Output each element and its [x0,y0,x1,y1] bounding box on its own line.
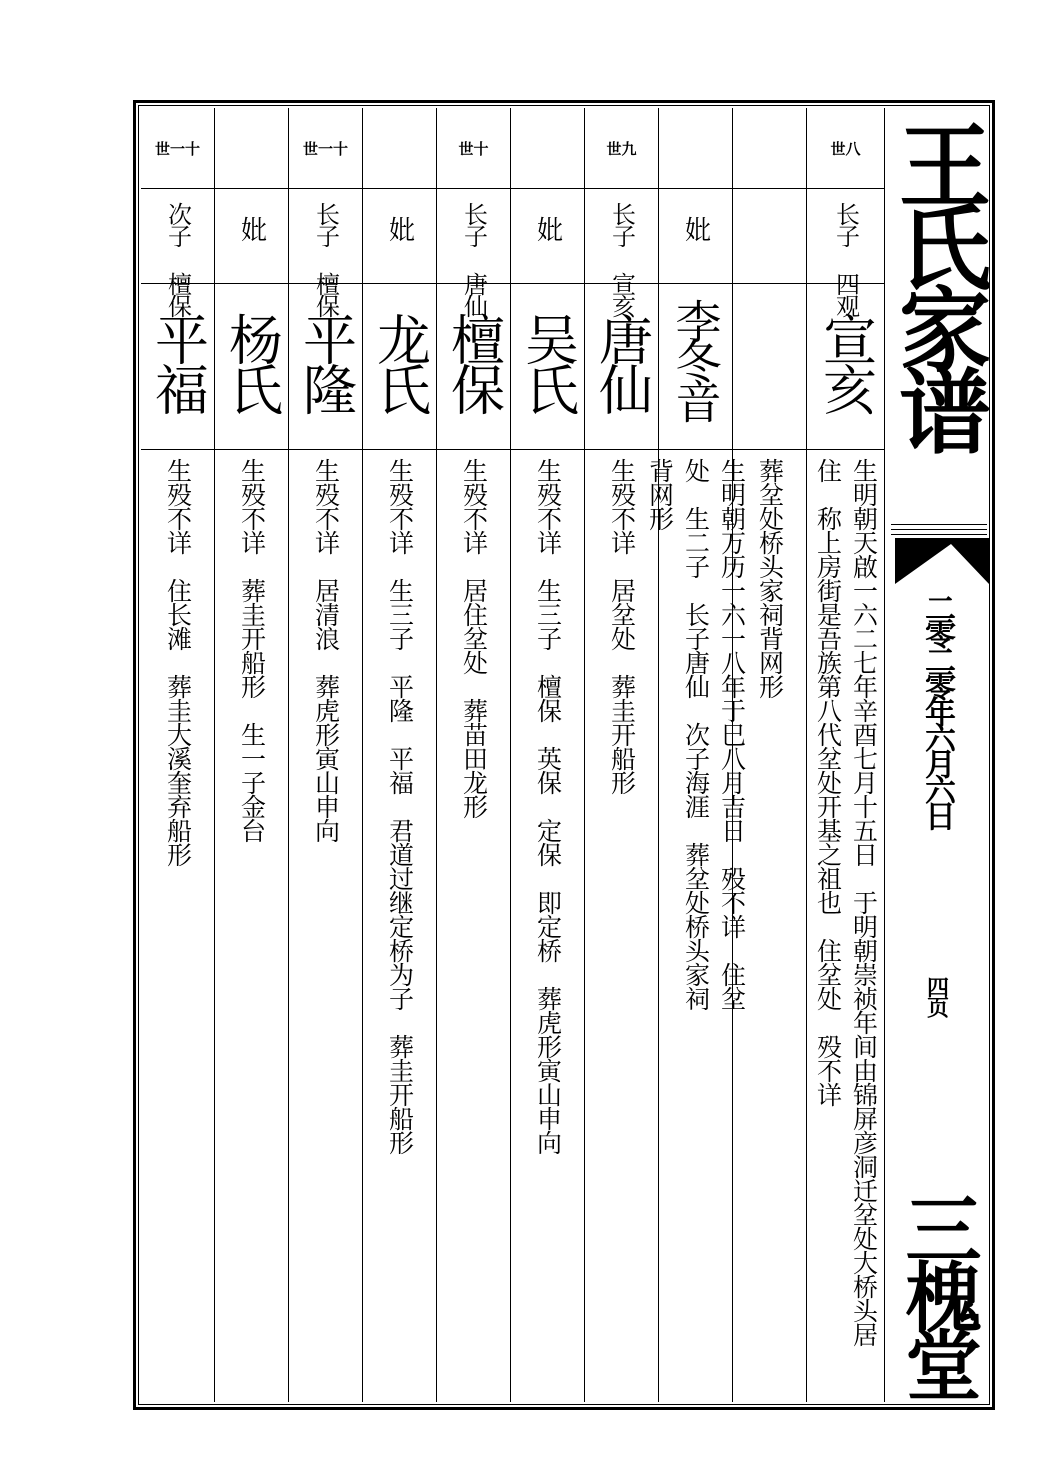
detail-text: 生殁不详 生三子 檀保 英保 定保 即定桥 葬虎形寅山申向 [533,458,563,1154]
detail-text: 生殁不详 生三子 平隆 平福 君道过继定桥为子 葬圭开船形 [385,458,415,1154]
relation-cell [289,188,362,316]
relation-cell [659,188,732,284]
relation-text: 妣 [236,216,267,240]
person-name: 唐仙 [590,312,654,412]
page-block [885,976,989,1016]
detail-cell [437,450,510,1402]
generation-cell [215,108,288,189]
title-rule-bottom [891,534,987,535]
generation-cell [363,108,436,189]
person-name: 平福 [146,312,210,412]
relation-text: 妣 [384,216,415,240]
column-yangshi [215,108,289,1402]
generation-cell [733,108,806,189]
relation-cell [437,188,510,316]
relation-cell [363,188,436,284]
column-pinglong [289,108,363,1402]
detail-cell [645,450,747,1402]
relation-text: 长子 宣亥 [607,202,636,316]
person-name: 李冬音 [668,298,723,418]
detail-cell [807,450,884,1402]
generation-cell: 世八 [807,108,884,189]
relation-cell [215,188,288,284]
generation-cell [659,108,732,189]
hall-name: 三槐堂 [893,1190,982,1394]
relation-text: 妣 [680,216,711,240]
detail-text: 生明朝天啟一六二七年辛酉七月十五日 于明朝崇祯年间由锦屏彦洞迁坌处大桥头居住 称上房街是吾族第八代坌处开基之祖也 住坌处 殁不详 [813,458,879,1346]
relation-text: 次子 檀保 [163,202,192,316]
hall-block [885,1190,989,1394]
relation-text: 妣 [532,216,563,240]
date-block [885,592,989,826]
compile-date: 二零二零年六月六日 [919,592,955,826]
relation-text: 长子 四观 [831,202,860,316]
generation-cell: 世九 [585,108,658,189]
detail-cell [289,450,362,1402]
detail-text: 生殁不详 住长滩 葬圭大溪奎弃船形 [163,458,193,866]
title-band [885,108,989,1402]
relation-cell [141,188,214,316]
detail-text: 生殁不详 葬圭开船形 生一子金台 [237,458,267,842]
detail-cell [363,450,436,1402]
column-wushi [511,108,585,1402]
name-cell [511,284,584,450]
name-cell [141,284,214,450]
name-cell [659,284,732,450]
genealogy-table [141,108,885,1402]
detail-cell [141,450,214,1402]
chevron-ornament-icon [895,538,989,584]
generation-cell: 世十 [437,108,510,189]
detail-text: 葬坌处桥头家祠背网形 [755,458,785,698]
generation-cell: 世一十 [141,108,214,189]
column-xuanhai [807,108,885,1402]
relation-text: 长子 檀保 [311,202,340,316]
relation-cell [807,188,884,316]
name-cell [363,284,436,450]
person-name: 檀保 [442,312,506,412]
name-cell [807,284,884,450]
generation-cell [511,108,584,189]
column-blank-notes [733,108,807,1402]
title-rule-middle [891,529,987,530]
page-number: 四页 [923,976,950,1016]
detail-text: 生殁不详 居坌处 葬圭开船形 [607,458,637,794]
detail-text: 生殁不详 居住坌处 葬苗田龙形 [459,458,489,818]
relation-text: 长子 唐仙 [459,202,488,316]
column-lidongyin [645,108,747,1402]
document-title: 王氏家谱 [884,118,991,446]
detail-cell [733,450,806,1402]
relation-cell [585,188,658,316]
title-block [885,118,989,446]
column-longshi [363,108,437,1402]
column-tanbao [437,108,511,1402]
person-name: 平隆 [294,312,358,412]
name-cell [215,284,288,450]
name-cell [733,284,806,450]
name-cell [289,284,362,450]
detail-cell [511,450,584,1402]
name-cell [437,284,510,450]
relation-cell [511,188,584,284]
detail-text: 生明朝万历一六一八年于巳八月吉日 殁不详 住坌处 生二子 长子唐仙 次子海涯 葬坌处桥头家祠背网形 [645,458,747,1010]
generation-cell: 世一十 [289,108,362,189]
person-name: 杨氏 [220,312,284,412]
detail-cell [215,450,288,1402]
detail-text: 生殁不详 居清浪 葬虎形寅山申向 [311,458,341,842]
title-rule-top [891,524,987,525]
person-name: 吴氏 [516,312,580,412]
relation-cell [733,188,806,284]
person-name: 宣亥 [814,312,878,412]
person-name: 龙氏 [368,312,432,412]
column-pingfu [141,108,215,1402]
name-cell [585,284,658,450]
